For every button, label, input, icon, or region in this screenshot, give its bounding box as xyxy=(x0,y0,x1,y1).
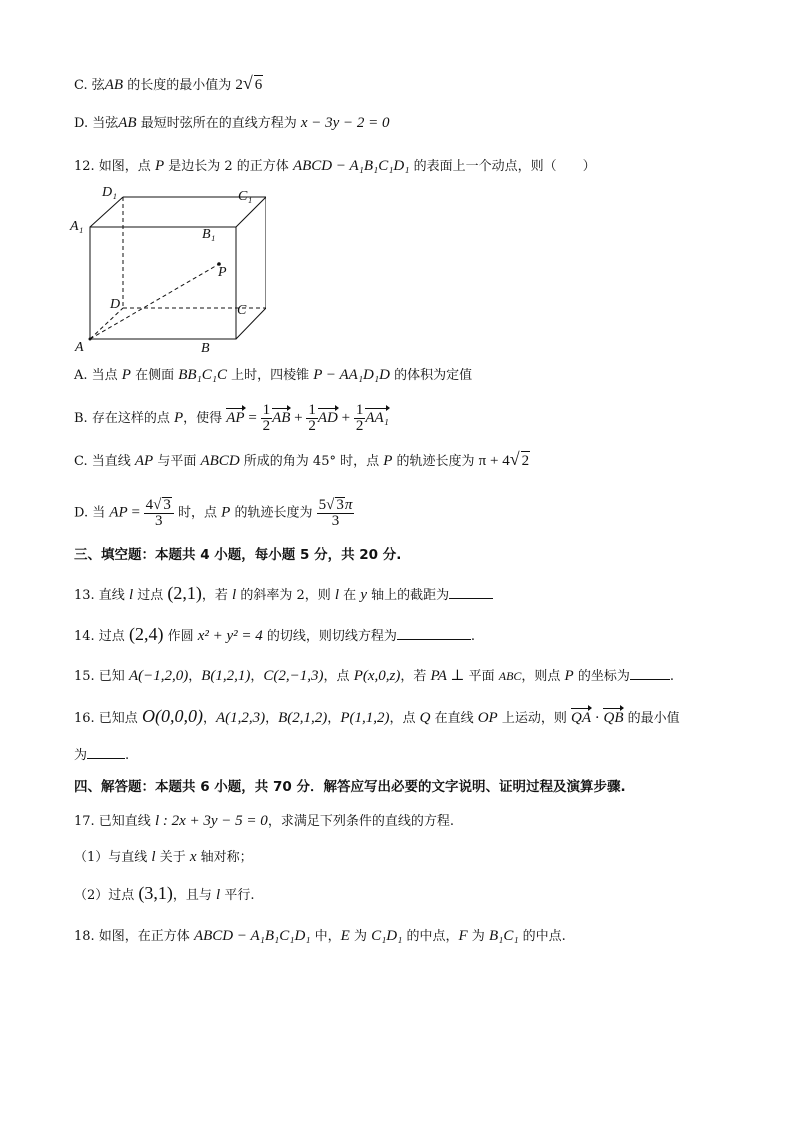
label-c1: C₁ xyxy=(238,189,253,204)
q12-option-a: A. 当点 P 在侧面 BB₁C₁C 上时，四棱锥 P − AA₁D₁D 的体积为定值 xyxy=(74,367,473,383)
q16-line1: 16. 已知点 O(0,0,0)，A(1,2,3)，B(2,1,2)，P(1,1,2)，点 Q 在直线 OP 上运动，则 QA · QB 的最小值 xyxy=(74,706,680,726)
label-d1: D₁ xyxy=(102,185,117,200)
answer-blank[interactable] xyxy=(87,746,125,759)
answer-blank[interactable] xyxy=(397,627,471,640)
point-a-dot xyxy=(89,338,92,341)
q17-part2: （2）过点 (3,1)，且与 l 平行. xyxy=(74,883,255,903)
label-b1: B₁ xyxy=(202,227,216,242)
q12-option-c: C. 当直线 AP 与平面 ABCD 所成的角为 45° 时，点 P 的轨迹长度为 π + 4√ 2 xyxy=(74,449,530,469)
q17-stem: 17. 已知直线 l : 2x + 3y − 5 = 0，求满足下列条件的直线的方程. xyxy=(74,813,454,829)
label-b: B xyxy=(201,341,210,355)
q17-part1: （1）与直线 l 关于 x 轴对称； xyxy=(74,849,253,865)
q12-stem: 12. 如图，点 P 是边长为 2 的正方体 ABCD − A₁B₁C₁D₁ 的表面上一个动点，则（ ） xyxy=(74,158,596,174)
q15: 15. 已知 A(−1,2,0)，B(1,2,1)，C(2,−1,3)，点 P(x,0,z)，若 PA ⊥ 平面 ABC，则点 P 的坐标为 . xyxy=(74,668,674,684)
section-4-heading: 四、解答题：本题共 6 小题，共 70 分．解答应写出必要的文字说明、证明过程及演算步骤. xyxy=(74,779,626,795)
label-a: A xyxy=(75,340,84,355)
label-d: D xyxy=(110,297,121,312)
q12-option-b: B. 存在这样的点 P，使得 AP = $\frac{1}{2}$ AB + $\frac{1}{2}$ AD + $\frac{1}{2}$ AA₁ xyxy=(74,402,389,434)
q16-line2: 为 . xyxy=(74,748,130,763)
answer-blank[interactable] xyxy=(449,586,493,599)
label-c: C xyxy=(237,303,247,318)
answer-blank[interactable] xyxy=(630,667,670,680)
label-a1: A₁ xyxy=(70,219,84,234)
q14: 14. 过点 (2,4) 作圆 x² + y² = 4 的切线，则切线方程为 . xyxy=(74,624,476,644)
q18-stem: 18. 如图，在正方体 ABCD − A₁B₁C₁D₁ 中，E 为 C₁D₁ 的中点，F 为 B₁C₁ 的中点. xyxy=(74,928,566,944)
q11-option-c: C. 弦AB 的长度的最小值为 2√ 6 xyxy=(74,73,263,93)
q13: 13. 直线 l 过点 (2,1)，若 l 的斜率为 2，则 l 在 y 轴上的截距为 xyxy=(74,584,493,605)
edge-a-d-hidden xyxy=(90,308,123,339)
cube-figure xyxy=(66,180,266,355)
label-p: P xyxy=(218,265,227,280)
cube-front-face xyxy=(90,227,236,339)
section-3-heading: 三、填空题：本题共 4 小题，每小题 5 分，共 20 分. xyxy=(74,547,402,563)
q12-option-d: D. 当 AP = $\frac{4√ 3}{3}$ 时，点 P 的轨迹长度为 $\frac{5√ 3\pi}{3}$ xyxy=(74,497,353,529)
edge-a1-d1 xyxy=(90,197,123,227)
q11-option-d: D. 当弦AB 最短时弦所在的直线方程为 x − 3y − 2 = 0 xyxy=(74,115,390,131)
